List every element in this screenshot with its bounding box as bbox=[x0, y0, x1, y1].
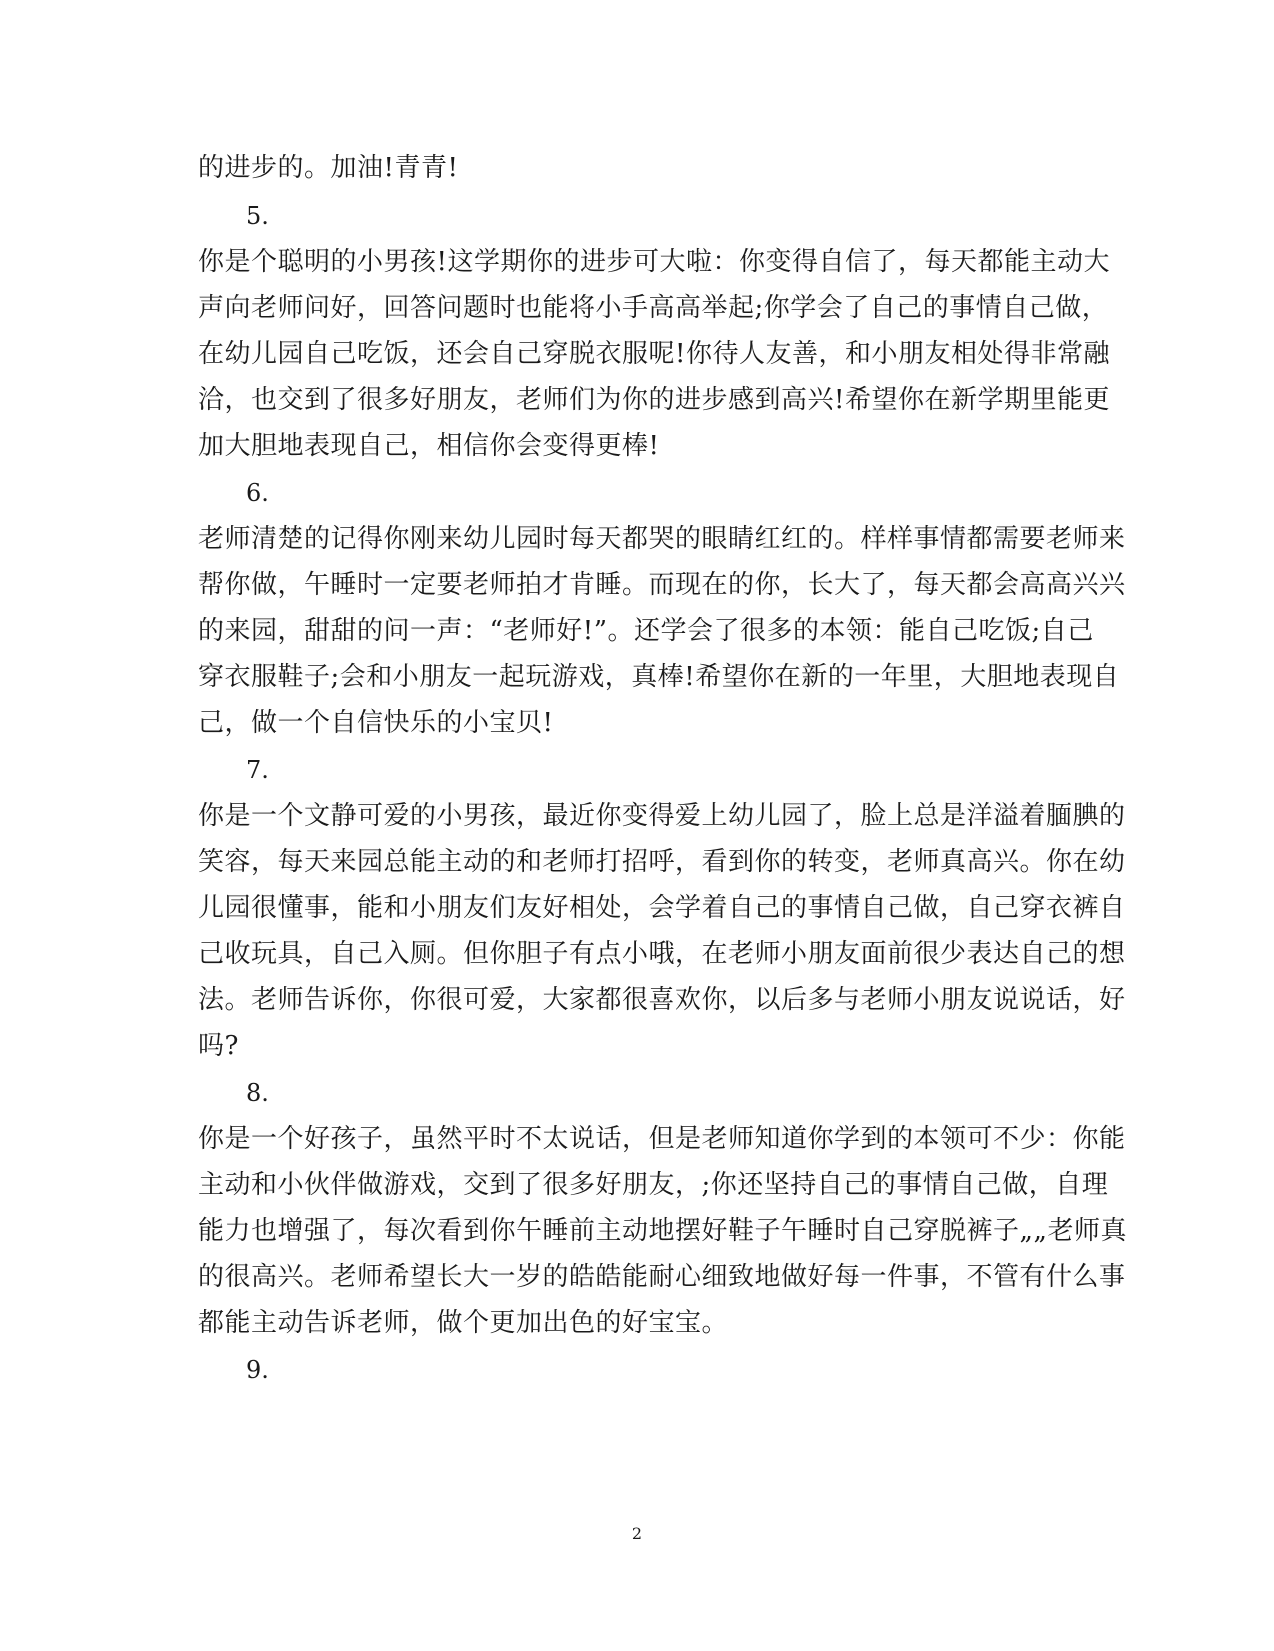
text-line: 笑容，每天来园总能主动的和老师打招呼，看到你的转变，老师真高兴。你在幼 bbox=[198, 847, 1126, 877]
text-line: 能力也增强了，每次看到你午睡前主动地摆好鞋子午睡时自己穿脱裤子„„老师真 bbox=[198, 1216, 1127, 1246]
page-number: 2 bbox=[631, 1524, 643, 1543]
item-number: 7. bbox=[246, 756, 269, 784]
text-line: 吗? bbox=[198, 1031, 239, 1061]
text-line: 己，做一个自信快乐的小宝贝! bbox=[198, 708, 554, 738]
text-line: 帮你做，午睡时一定要老师拍才肯睡。而现在的你，长大了，每天都会高高兴兴 bbox=[198, 570, 1126, 600]
text-line: 的很高兴。老师希望长大一岁的皓皓能耐心细致地做好每一件事，不管有什么事 bbox=[198, 1262, 1126, 1292]
text-line: 声向老师问好，回答问题时也能将小手高高举起;你学会了自己的事情自己做， bbox=[198, 293, 1109, 323]
text-line: 都能主动告诉老师，做个更加出色的好宝宝。 bbox=[198, 1308, 729, 1338]
item-number: 8. bbox=[246, 1079, 269, 1107]
item-number: 5. bbox=[246, 202, 269, 230]
text-line: 加大胆地表现自己，相信你会变得更棒! bbox=[198, 431, 660, 461]
item-number: 9. bbox=[246, 1356, 269, 1384]
text-line: 你是个聪明的小男孩!这学期你的进步可大啦：你变得自信了，每天都能主动大 bbox=[198, 247, 1110, 277]
text-line: 主动和小伙伴做游戏，交到了很多好朋友，;你还坚持自己的事情自己做，自理 bbox=[198, 1170, 1109, 1200]
text-line: 己收玩具，自己入厕。但你胆子有点小哦，在老师小朋友面前很少表达自己的想 bbox=[198, 939, 1126, 969]
text-line: 你是一个文静可爱的小男孩，最近你变得爱上幼儿园了，脸上总是洋溢着腼腆的 bbox=[198, 801, 1126, 831]
text-line: 儿园很懂事，能和小朋友们友好相处，会学着自己的事情自己做，自己穿衣裤自 bbox=[198, 893, 1126, 923]
text-line: 老师清楚的记得你刚来幼儿园时每天都哭的眼睛红红的。样样事情都需要老师来 bbox=[198, 524, 1126, 554]
text-line: 穿衣服鞋子;会和小朋友一起玩游戏，真棒!希望你在新的一年里，大胆地表现自 bbox=[198, 662, 1120, 692]
text-line: 法。老师告诉你，你很可爱，大家都很喜欢你，以后多与老师小朋友说说话，好 bbox=[198, 985, 1126, 1015]
text-line: 的进步的。加油!青青! bbox=[198, 153, 459, 183]
text-line: 在幼儿园自己吃饭，还会自己穿脱衣服呢!你待人友善，和小朋友相处得非常融 bbox=[198, 339, 1110, 369]
text-line: 你是一个好孩子，虽然平时不太说话，但是老师知道你学到的本领可不少：你能 bbox=[198, 1124, 1126, 1154]
text-line: 的来园，甜甜的问一声：“老师好!”。还学会了很多的本领：能自己吃饭;自己 bbox=[198, 616, 1094, 646]
item-number: 6. bbox=[246, 479, 269, 507]
text-line: 洽，也交到了很多好朋友，老师们为你的进步感到高兴!希望你在新学期里能更 bbox=[198, 385, 1110, 415]
